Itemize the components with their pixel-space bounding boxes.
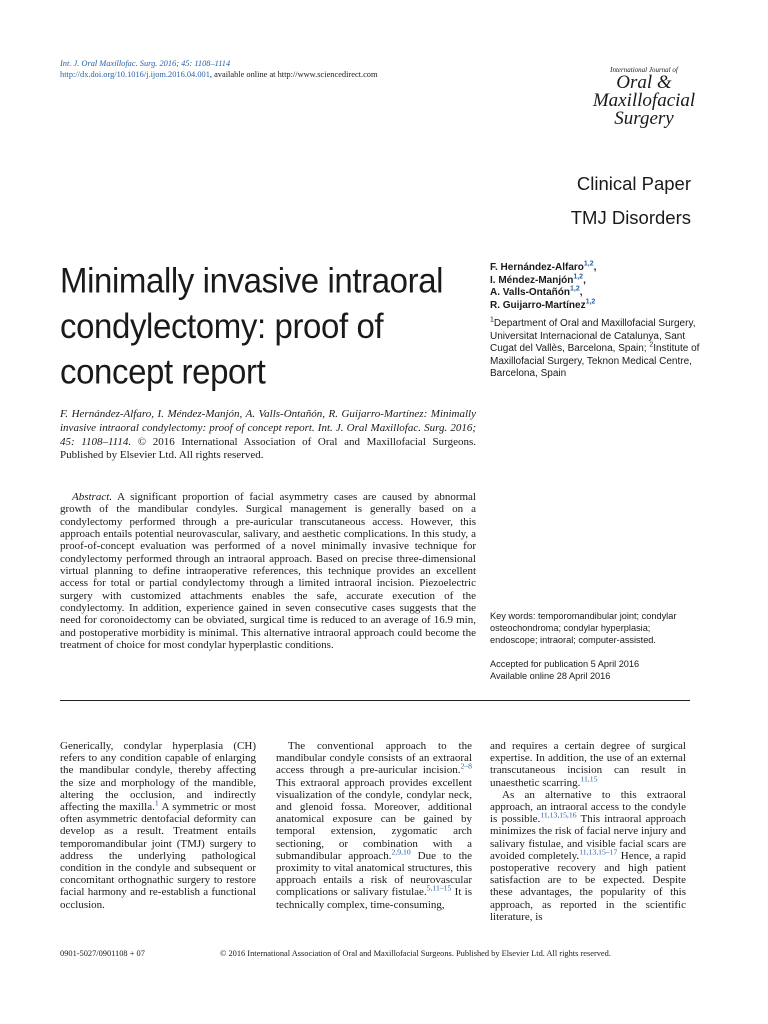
body-column-2: The conventional approach to the mandibular condyle consists of an extraoral access through a pre-auricular incision.$^{2-8}$ This extraoral approach provides excellent visualization of the condyle, condylar neck, and glenoid fossa. Moreover, additional anatomical exposure can be gained by temporal extension, zygomatic arch sectioning, or combination with a submandibular approach.$^{2,9,10}$ Due to the proximity to vital anatomical structures, this approach entails a risk of neurovascular complications or salivary fistulae.$^{5,11-15}$ It is technically complex, time-consuming,	[276, 740, 473, 911]
section-divider	[60, 700, 690, 701]
abstract	[60, 491, 476, 651]
abstract-label: Abstract.	[72, 491, 113, 503]
footer-copyright: © 2016 International Association of Oral and Maxillofacial Surgeons. Published by Elsevier Ltd. All rights reserved.	[220, 949, 611, 958]
body-column-3: and requires a certain degree of surgical expertise. In addition, the use of an external transcutaneous incision can result in unaesthetic scarring.$^{11,15}$ As an alternative to this extraoral approach, an intraoral access to the condyle is possible.$^{11,13,15,16}$ This intraoral approach minimizes the risk of facial nerve injury and salivary fistulae, and visible facial scars are avoided completely.$^{11,13,15-17}$ Hence, a rapid postoperative recovery and high patient satisfaction are to be expected. Despite these advantages, the popularity of this approach, as reported in the scientific literature, is	[490, 740, 687, 923]
doi-link[interactable]: http://dx.doi.org/10.1016/j.ijom.2016.04.001	[60, 70, 210, 79]
citation-block	[60, 408, 476, 463]
footer-code: 0901-5027/0901108 + 07	[60, 949, 145, 958]
journal-logo-line2: Maxillofacial	[592, 90, 696, 111]
author-affiliations: $^1$Department of Oral and Maxillofacial Surgery, Universitat Internacional de Catalunya, Sant Cugat del Vallès, Barcelona, Spain; $^2$Institute of Maxillofacial Surgery, Teknon Medical Centre, Barcelona, Spain	[490, 316, 700, 379]
body-column-1: Generically, condylar hyperplasia (CH) refers to any condition capable of enlarging the mandibular condyle, thereby affecting the size and morphology of the mandible, altering the occlusion, and indirectly affecting the maxilla.$^1$ A symmetric or most often asymmetric dentofacial deformity can develop as a result. Treatment entails temporomandibular joint (TMJ) surgery to address the underlying pathological condition in the condyle and subsequent or concomitant orthognathic surgery to restore facial harmony and re-establish a functional occlusion.	[60, 740, 256, 911]
author-item: I. Méndez-Manjón$^{1,2}$,	[490, 273, 586, 286]
journal-logo-small: International Journal of	[610, 66, 678, 74]
online-date: Available online 28 April 2016	[490, 670, 611, 681]
article-section: TMJ Disorders	[570, 207, 691, 228]
abstract-text: A significant proportion of facial asymmetry cases are caused by abnormal growth of the mandibular condyles. Surgical management is generally based on a condylectomy performed through a pre-auricular transcutaneous access. However, this approach entails potential neurovascular, salivary, and aesthetic complications. In this study, a proof-of-concept evaluation was performed of a novel minimally invasive technique for condylectomy performed through an intraoral approach. Based on precise three-dimensional virtual planning to define intraoperative references, this technique provides an excellent access for total or partial condylectomy through a limited intraoral incision. Piezoelectric surgery with customized attachments enables the safe, accurate execution of the condylectomy. In addition, experience gained in seven consecutive cases suggests that the need for coronoidectomy can be obviated, surgical time is reduced to an average of 16.9 min, and postoperative morbidity is minimal. This alternative intraoral approach could become the treatment of choice for most condylar hyperplastic conditions.	[60, 491, 476, 652]
citation-italic: F. Hernández-Alfaro, I. Méndez-Manjón, A. Valls-Ontañón, R. Guijarro-Martínez: Minimally invasive intraoral condylectomy: proof of concept report. Int. J. Oral Maxillofac. Surg. 2016; 45: 1108–1114.	[60, 408, 476, 448]
publication-dates	[490, 659, 700, 683]
journal-logo-line1: Oral &	[616, 72, 672, 93]
accepted-date: Accepted for publication 5 April 2016	[490, 659, 640, 669]
article-title: Minimally invasive intraoral condylectomy: proof of concept report	[60, 260, 444, 391]
author-item: A. Valls-Ontañón$^{1,2}$,	[490, 285, 583, 298]
keywords: Key words: temporomandibular joint; condylar osteochondroma; condylar hyperplasia; endoscope; intraoral; computer-assisted.	[490, 611, 677, 645]
author-list	[490, 262, 710, 312]
author-item: R. Guijarro-Martínez$^{1,2}$	[490, 298, 596, 311]
author-item: F. Hernández-Alfaro$^{1,2}$,	[490, 260, 597, 273]
journal-logo	[592, 66, 696, 128]
article-type: Clinical Paper	[576, 173, 691, 194]
journal-citation-line: Int. J. Oral Maxillofac. Surg. 2016; 45: 1108–1114	[60, 59, 231, 68]
journal-logo-line3: Surgery	[614, 108, 674, 129]
doi-suffix: , available online at http://www.sciencedirect.com	[209, 70, 378, 79]
journal-citation-block	[60, 58, 378, 80]
article-category	[571, 167, 691, 235]
citation-copyright: © 2016 International Association of Oral and Maxillofacial Surgeons. Published by Elsevier Ltd. All rights reserved.	[60, 435, 476, 462]
